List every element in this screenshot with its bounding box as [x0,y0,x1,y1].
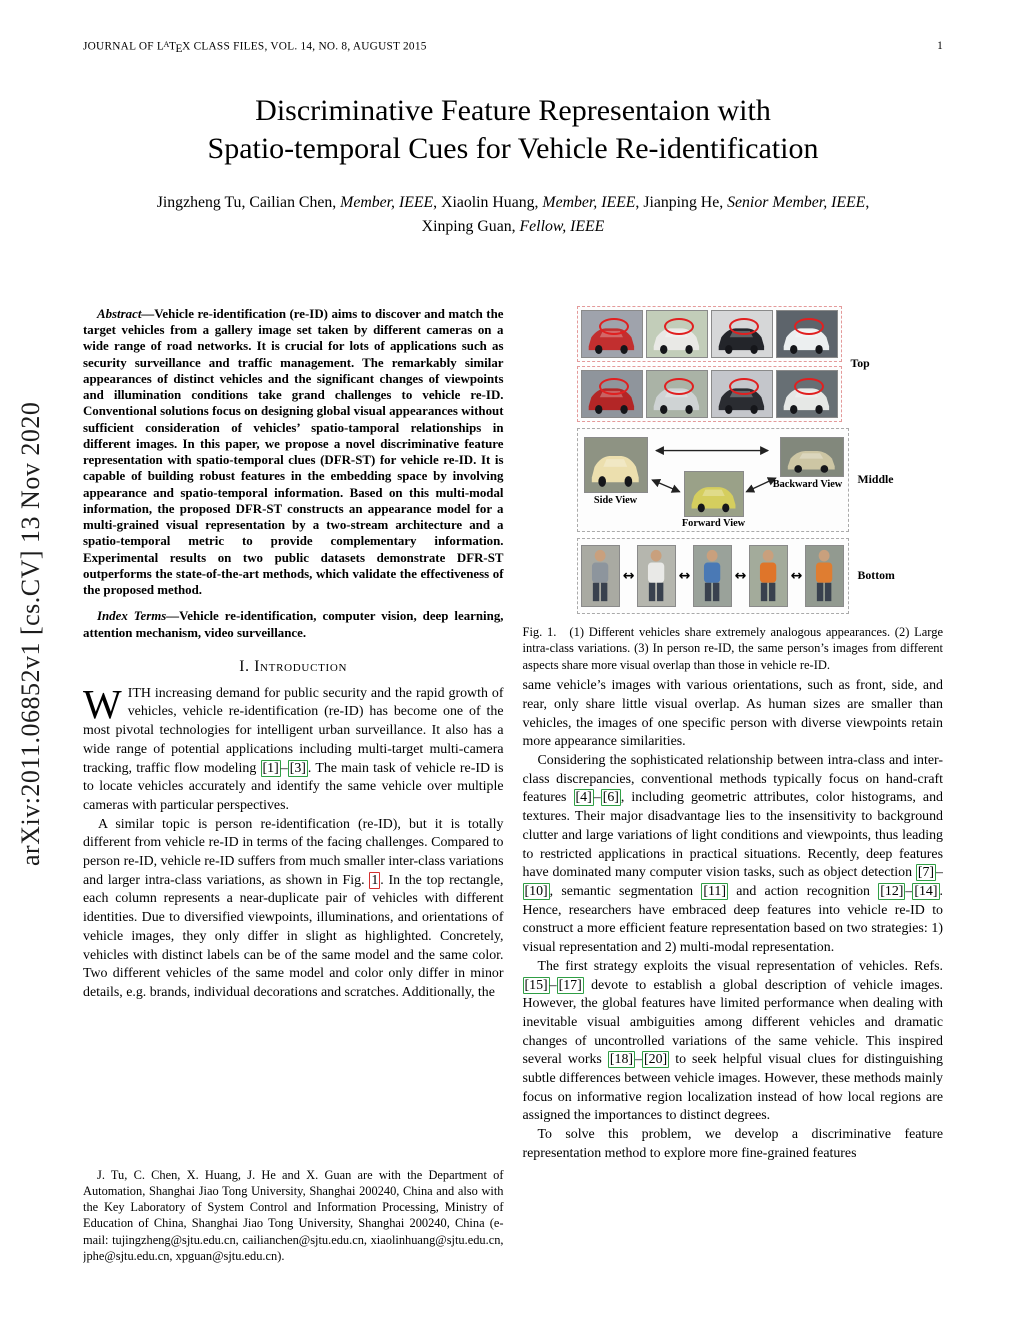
citation-link-4[interactable]: [4] [575,790,592,806]
person-image [749,545,787,607]
figure-1 [523,306,944,614]
vehicle-image [711,370,773,418]
running-header [83,40,943,55]
forward-view-label: Forward View [681,517,746,529]
side-view-image [584,437,648,493]
figure-reference-link[interactable]: 1 [371,872,379,888]
person-image [693,545,731,607]
index-terms [83,608,504,641]
vehicle-image [646,370,708,418]
abstract-lead: Abstract— [97,306,155,321]
citation-link-7[interactable]: [7] [917,865,935,881]
backward-view-label: Backward View [772,478,843,490]
vehicle-image [711,310,773,358]
vehicle-image [646,310,708,358]
citation-link-18[interactable]: [18] [609,1052,634,1068]
index-terms-body: Vehicle re-identification, computer vision, deep learning, attention mechanism, video surveillance. [83,609,504,640]
journal-name: JOURNAL OF $L^ATEX$ CLASS FILES, VOL. 14, NO. 8, AUGUST 2015 [83,40,427,55]
figure-caption [523,624,944,674]
vehicle-image [581,310,643,358]
intro-paragraph-2: A similar topic is person re-identification (re-ID), but it is totally different from vehicle re-ID in terms of the facing challenges. Compared to person re-ID, vehicle re-ID suffers from much smaller inter-class variations and larger intra-class variations, as shown in Fig. 1 . In the top rectangle, each column represents a near-duplicate pair of vehicles with different identities. Due to diversified viewpoints, illuminations, and orientations of vehicle images, they only differ in slight as highlighted. Concretely, vehicles with distinct labels can be of the same model and the same color. Two different vehicles of the same model and color only differ in minor details, e.g. brands, individual decorations and scratches. Additionally, the [83,816,504,1000]
figure-label-top: Top [850,356,870,371]
figure-caption-label: Fig. 1. [522,624,557,639]
backward-view-image [780,437,844,477]
vehicle-image [776,370,838,418]
citation-link-14[interactable]: [14] [914,883,938,899]
intro-paragraph-1: WITH increasing demand for public security and the rapid growth of vehicles, vehicle re-identification (re-ID) has become one of the most pivotal technologies for intelligent urban surveillance. It also has a wide range of potential applications including multi-target multi-camera tracking, traffic flow modeling [1] – [3] . The main task of vehicle re-ID is to locate vehicles accurately and identify the same vehicle over multiple cameras with particular perspectives. [83,680,504,813]
vehicle-image [776,310,838,358]
figure-bottom-section [525,538,944,614]
side-view-label: Side View [593,494,638,506]
citation-link-20[interactable]: [20] [644,1052,668,1068]
arxiv-watermark: arXiv:2011.06852v1 [cs.CV] 13 Nov 2020 [16,401,45,867]
citation-link-3[interactable]: [3] [289,760,306,776]
vehicle-image [581,370,643,418]
double-arrow-icon: ↔ [734,567,747,584]
author-names: Jingzheng Tu, Cailian Chen, [156,193,341,211]
citation-link-11[interactable]: [11] [703,883,726,899]
vehicle-row-1 [577,306,842,362]
abstract-body: Vehicle re-identification (re-ID) aims to discover and match the target vehicles from a gallery image set taken by different cameras on a wide range of road networks. It is crucial for lots of applications such as security surveillance and traffic management. The remarkably similar appearances of distinct vehicles and the significant changes of viewpoints and illumination conditions take grand challenges to vehicle re-ID. Conventional solutions focus on designing global visual appearances without sufficient consideration of vehicles’ spatio-tamporal relationships in different images. In this paper, we propose a novel discriminative feature representation with spatio-temporal clues (DFR-ST) for vehicle re-ID. It is capable of building robust features in the embedding space by involving appearance and spatio-temporal information. Based on this multi-modal information, the proposed DFR-ST constructs an appearance model for a multi-grained visual representation by a two-stream architecture and a spatio-temporal metric to provide complementary information. Experimental results on two public datasets demonstrate DFR-ST outperforms the state-of-the-art methods, which validate the effectiveness of the proposed method. [83,306,504,597]
figure-top-section [525,306,944,422]
dropcap-w: W [83,680,122,727]
double-arrow-icon: ↔ [678,567,691,584]
figure-caption-text: (1) Different vehicles share extremely analogous appearances. (2) Large intra-class variations. (3) In person re-ID, the same person’s images from different aspects share more visual overlap than those in vehicle re-ID. [522,624,943,672]
figure-label-middle: Middle [857,472,894,487]
figure-label-bottom: Bottom [857,568,895,583]
paragraph-continuation: same vehicle’s images with various orientations, such as front, side, and rear, only share little visual overlap. As human sizes are smaller than vehicles, the images of one specific person with diverse viewpoints retain more appearance similarities. [522,678,943,750]
citation-link-17[interactable]: [17] [558,977,582,993]
vehicle-row-2 [577,366,842,422]
paper-title: Discriminative Feature Representaion with Spatio-temporal Cues for Vehicle Re-identification [207,94,819,166]
left-column [83,306,504,1264]
citation-link-1[interactable]: [1] [262,760,279,776]
citation-link-12[interactable]: [12] [880,883,904,899]
person-image [637,545,675,607]
authors-line: Jingzheng Tu, Cailian Chen, Member, IEEE, Xiaolin Huang, Member, IEEE, Jianping He, Senior Member, IEEE, Xinping Guan, Fellow, IEEE [156,193,870,236]
page-number: 1 [937,40,943,52]
index-terms-lead: Index Terms— [97,609,180,624]
double-arrow-icon: ↔ [790,567,803,584]
person-image [805,545,843,607]
forward-view-image [684,471,744,517]
paragraph-first-strategy: The first strategy exploits the visual representation of vehicles. Refs. [15] – [17] devote to establish a global description of vehicle images. However, the global features have limited performance when dealing with inevitable visual ambiguities among different vehicles and dramatic changes of uncontrolled variations of the same vehicle. This inspired several works [18] – [20] to seek helpful visual clues for distinguishing subtle differences between vehicle images. However, these methods mainly focus on informative region localization instead of how local regions are assigned the importances to distinct degrees. [522,958,943,1124]
right-column [523,306,944,1264]
paragraph-to-solve: To solve this problem, we develop a discriminative feature representation method to explore more fine-grained features [522,1127,943,1161]
paragraph-handcraft: Considering the sophisticated relationship between intra-class and inter-class discrepancies, conventional methods typically focus on hand-craft features [4] – [6] , including geometric attributes, color histograms, and textures. Their major disadvantage lies to the insensitivity to background clutter and large variations of light conditions and viewpoints, thus leading to restricted applications in practical situations. Recently, deep features have dominated many computer vision tasks, such as object detection [7] –[10] , semantic segmentation [11] and action recognition [12] – [14] . Hence, researchers have embraced deep features into vehicle re-ID to construct a more efficient feature representation based on two strategies: 1) visual representation and 2) multi-modal representation. [522,753,943,956]
person-image [581,545,619,607]
citation-link-10[interactable]: [10] [524,883,548,899]
citation-link-15[interactable]: [15] [524,977,548,993]
author-footnote: J. Tu, C. Chen, X. Huang, J. He and X. Guan are with the Department of Automation, Shanghai Jiao Tong University, Shanghai 200240, China and also with the Key Laboratory of System Control and Information Processing, Ministry of Education of China, Shanghai Jiao Tong University, Shanghai 200240, China (e-mail: tujingzheng@sjtu.edu.cn, cailianchen@sjtu.edu.cn, xiaolinhuang@sjtu.edu.cn, jphe@sjtu.edu.cn, xpguan@sjtu.edu.cn). [83,1168,504,1263]
section-heading-introduction: I. Introduction [239,657,348,675]
abstract [83,306,504,599]
figure-middle-section [525,428,944,532]
double-arrow-icon: ↔ [622,567,635,584]
citation-link-6[interactable]: [6] [602,790,619,806]
